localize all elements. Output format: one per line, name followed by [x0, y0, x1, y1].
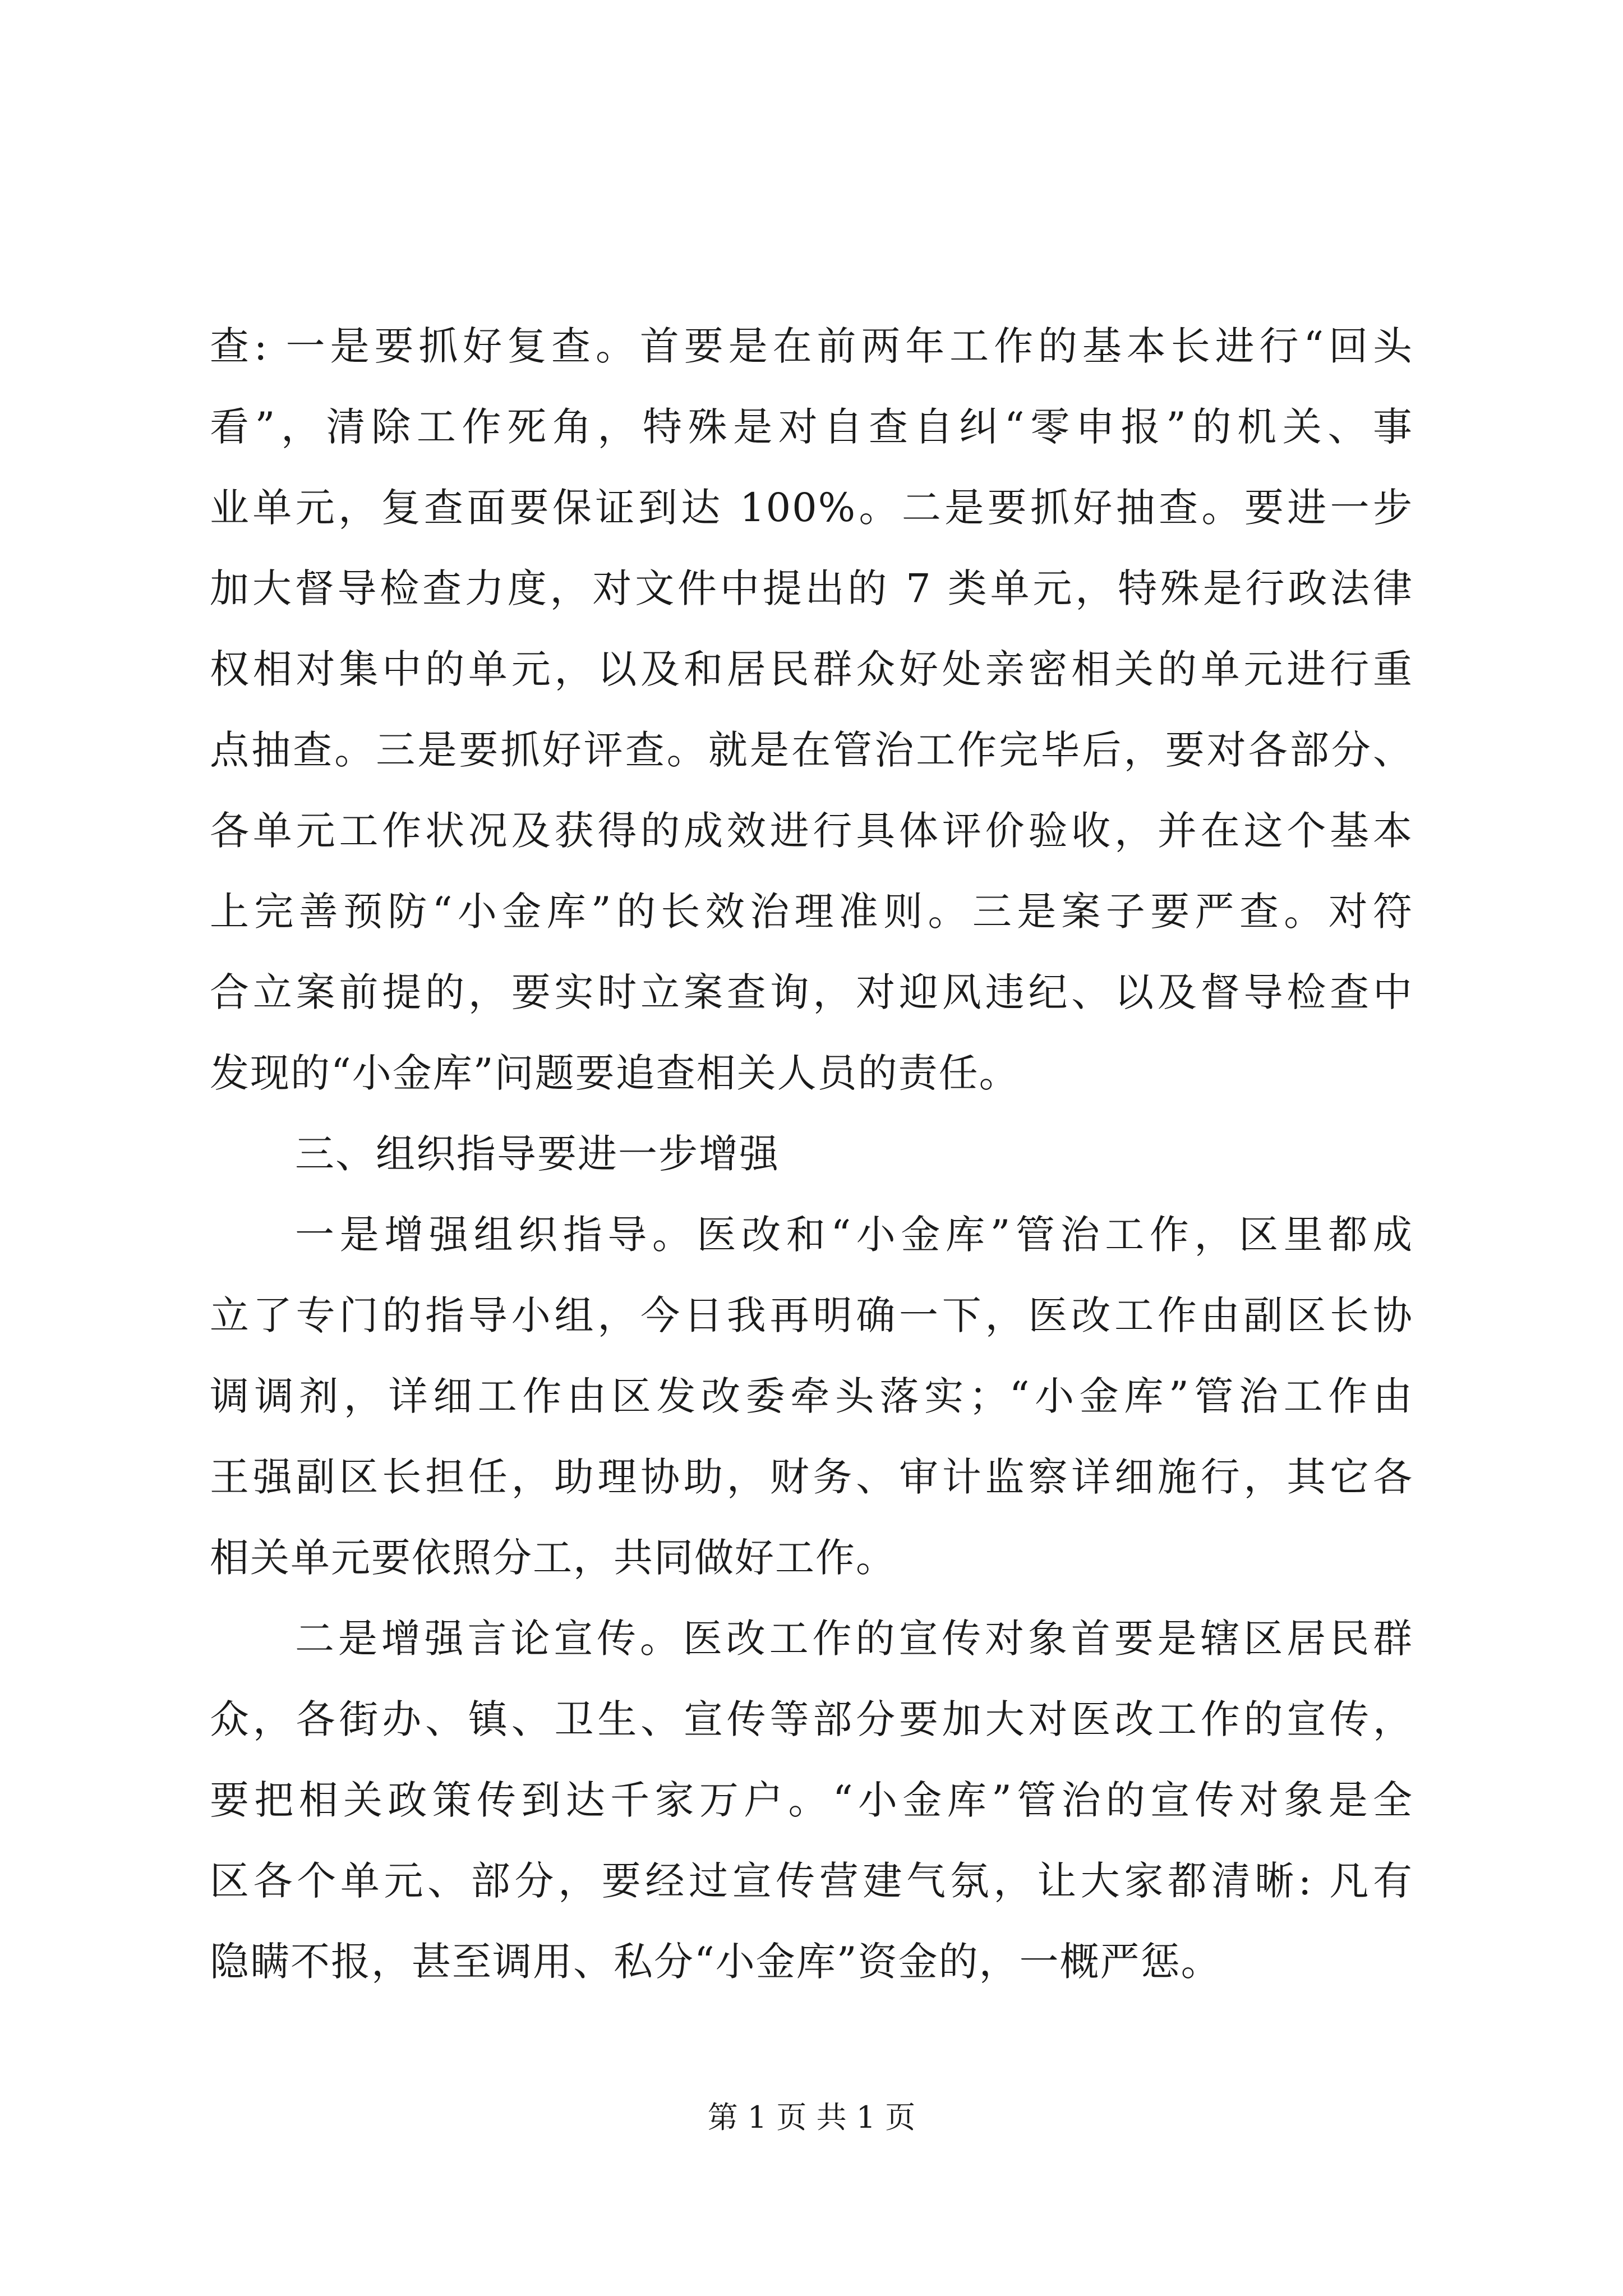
- text-line: 区各个单元、部分，要经过宣传营建气氛，让大家都清晰: 凡有: [210, 1858, 1413, 1904]
- text-line: 要把相关政策传到达千家万户。“小金库”管治的宣传对象是全: [210, 1777, 1413, 1823]
- section-heading: 三、组织指导要进一步增强: [295, 1131, 780, 1177]
- text-line: 业单元，复查面要保证到达 100%。二是要抓好抽查。要进一步: [210, 485, 1413, 531]
- text-line: 一是增强组织指导。医改和“小金库”管治工作，区里都成: [295, 1212, 1413, 1258]
- document-body: [210, 306, 1413, 2002]
- text-line: 看”，清除工作死角，特殊是对自查自纠“零申报”的机关、事: [210, 404, 1413, 450]
- text-line: 立了专门的指导小组，今日我再明确一下，医改工作由副区长协: [210, 1292, 1413, 1338]
- text-line: 隐瞒不报，甚至调用、私分“小金库”资金的，一概严惩。: [210, 1939, 1221, 1985]
- text-line: 权相对集中的单元，以及和居民群众好处亲密相关的单元进行重: [210, 646, 1413, 692]
- text-line: 相关单元要依照分工，共同做好工作。: [210, 1535, 896, 1581]
- text-line: 调调剂，详细工作由区发改委牵头落实；“小金库”管治工作由: [210, 1373, 1413, 1419]
- text-line: 合立案前提的，要实时立案查询，对迎风违纪、以及督导检查中: [210, 969, 1413, 1015]
- page-footer: 第 1 页 共 1 页: [707, 2100, 916, 2135]
- text-line: 众，各街办、镇、卫生、宣传等部分要加大对医改工作的宣传，: [210, 1696, 1413, 1742]
- text-line: 加大督导检查力度，对文件中提出的 7 类单元，特殊是行政法律: [210, 565, 1413, 611]
- text-line: 上完善预防“小金库”的长效治理准则。三是案子要严查。对符: [210, 889, 1413, 935]
- text-line: 点抽查。三是要抓好评查。就是在管治工作完毕后，要对各部分、: [210, 727, 1413, 773]
- text-line: 二是增强言论宣传。医改工作的宣传对象首要是辖区居民群: [295, 1616, 1413, 1662]
- text-line: 发现的“小金库”问题要追查相关人员的责任。: [210, 1050, 1020, 1096]
- text-line: 王强副区长担任，助理协助，财务、审计监察详细施行，其它各: [210, 1454, 1413, 1500]
- text-line: 各单元工作状况及获得的成效进行具体评价验收，并在这个基本: [210, 808, 1413, 854]
- text-line: 查: 一是要抓好复查。首要是在前两年工作的基本长进行“回头: [210, 323, 1413, 369]
